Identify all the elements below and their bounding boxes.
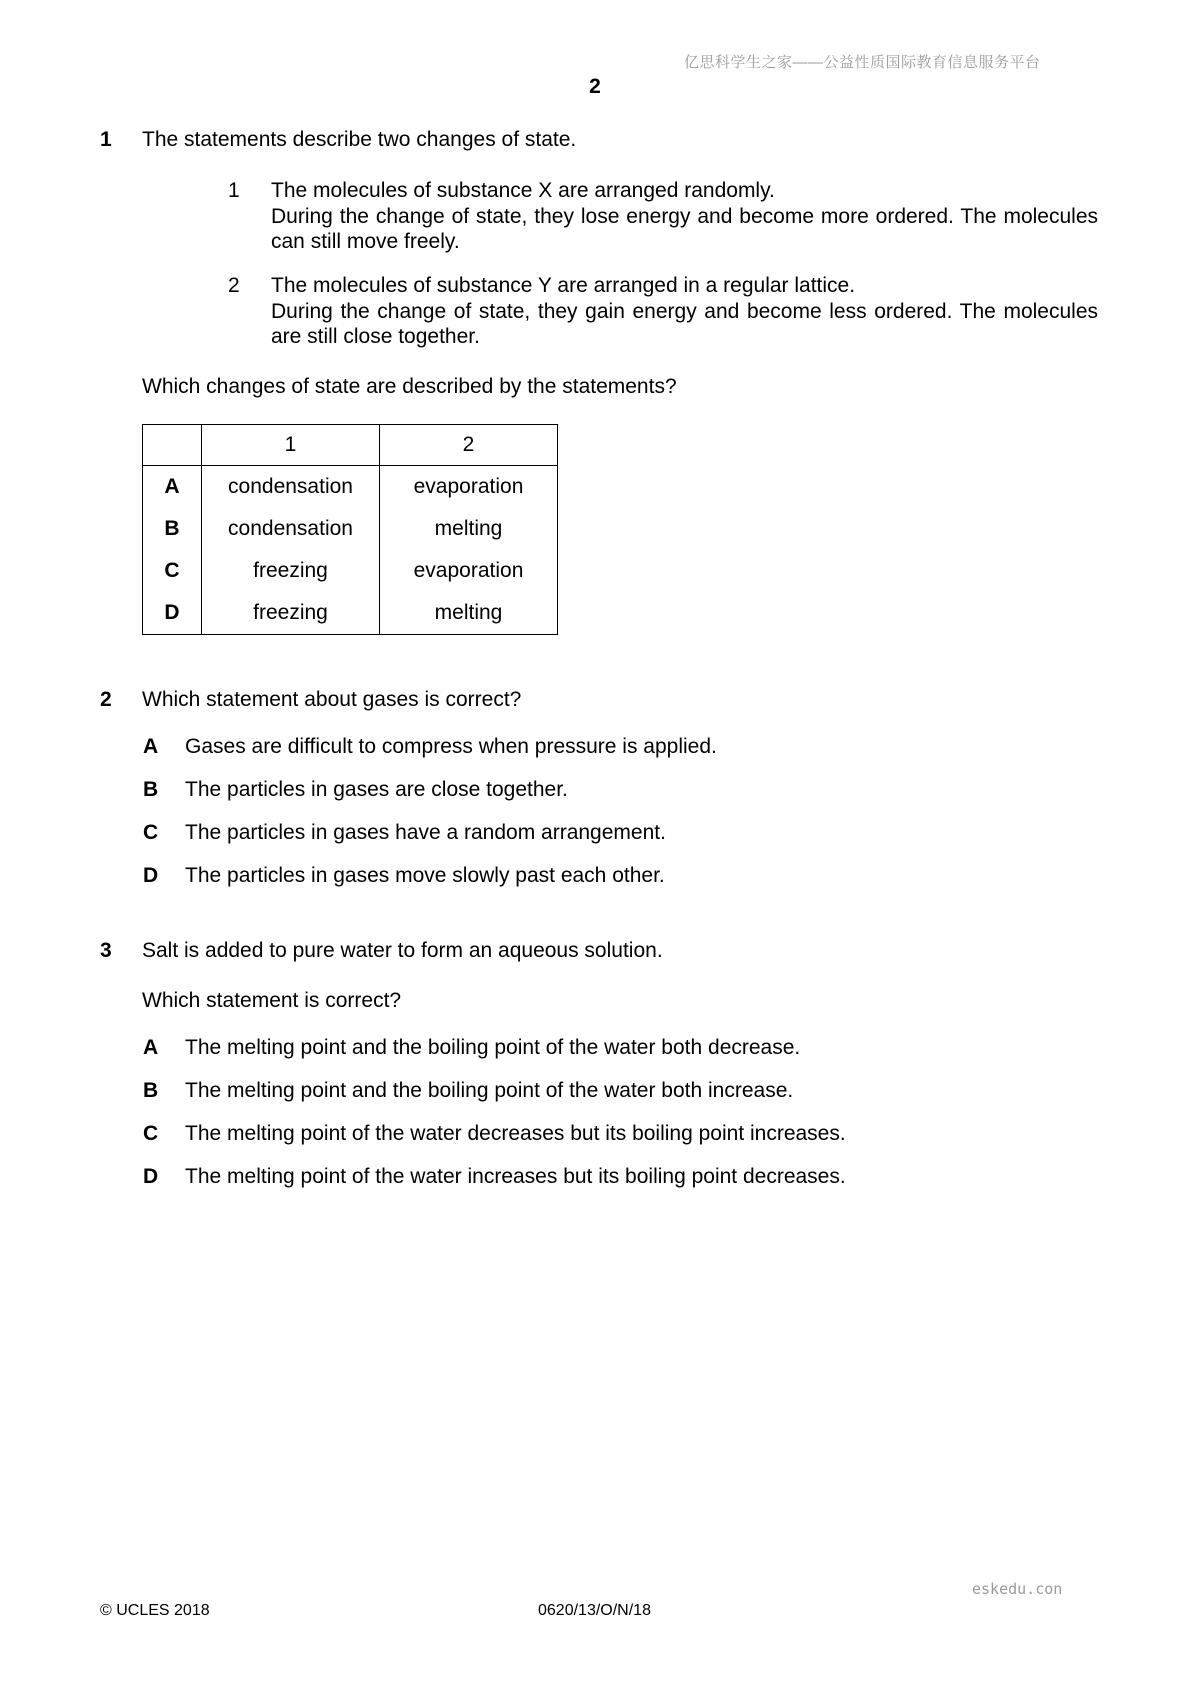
option-letter: D: [143, 864, 159, 887]
option-letter: C: [143, 1122, 159, 1145]
option-text: The particles in gases are close together.: [185, 778, 568, 801]
option-letter: B: [143, 1079, 159, 1102]
option-text: The melting point and the boiling point of the water both increase.: [185, 1079, 794, 1102]
answer-cell-2: evaporation: [380, 550, 558, 592]
answer-cell-2: melting: [380, 592, 558, 635]
answer-letter: C: [143, 550, 202, 592]
question-2-number: 2: [100, 688, 112, 711]
footer-copyright: © UCLES 2018: [100, 1602, 210, 1619]
answer-cell-1: freezing: [202, 550, 380, 592]
page-number: 2: [589, 75, 601, 98]
answer-cell-2: melting: [380, 508, 558, 550]
footer-watermark: eskedu.con: [972, 1580, 1063, 1598]
header-watermark: 亿思科学生之家——公益性质国际教育信息服务平台: [684, 54, 1041, 71]
option-text: The melting point and the boiling point of the water both decrease.: [185, 1036, 801, 1059]
question-3-number: 3: [100, 939, 112, 962]
option-letter: C: [143, 821, 159, 844]
option-letter: D: [143, 1165, 159, 1188]
answer-table-header-blank: [143, 425, 202, 466]
statement-2-line2: During the change of state, they gain energy and become less ordered. The molecules are still close together.: [271, 299, 1098, 349]
statement-2-text: [271, 273, 1098, 350]
option-text: The particles in gases move slowly past each other.: [185, 864, 665, 887]
footer-paper-code: 0620/13/O/N/18: [538, 1602, 651, 1619]
answer-cell-1: condensation: [202, 466, 380, 509]
option-text: The melting point of the water increases but its boiling point decreases.: [185, 1165, 846, 1188]
answer-table-row: [143, 592, 558, 635]
option-text: The particles in gases have a random arrangement.: [185, 821, 666, 844]
statement-1-line1: The molecules of substance X are arranged randomly.: [271, 179, 775, 202]
answer-letter: A: [143, 466, 202, 509]
answer-table: [142, 424, 558, 635]
question-3-intro: Salt is added to pure water to form an aqueous solution.: [142, 939, 663, 962]
answer-cell-2: evaporation: [380, 466, 558, 509]
option-letter: A: [143, 1036, 159, 1059]
statement-1-number: 1: [228, 179, 240, 202]
option-letter: B: [143, 778, 159, 801]
question-1-number: 1: [100, 128, 112, 151]
option-letter: A: [143, 735, 159, 758]
answer-table-row: [143, 508, 558, 550]
answer-table-row: [143, 550, 558, 592]
statement-2-line1: The molecules of substance Y are arranged in a regular lattice.: [271, 274, 856, 297]
answer-letter: D: [143, 592, 202, 635]
answer-cell-1: condensation: [202, 508, 380, 550]
statement-1: [228, 178, 1098, 254]
answer-table-header: [143, 425, 558, 466]
statement-1-text: [271, 178, 1098, 255]
answer-table-row: [143, 466, 558, 509]
question-1-intro: The statements describe two changes of state.: [142, 128, 577, 151]
question-2-prompt: Which statement about gases is correct?: [142, 688, 522, 711]
statement-1-line2: During the change of state, they lose energy and become more ordered. The molecules can still move freely.: [271, 204, 1098, 254]
answer-cell-1: freezing: [202, 592, 380, 635]
answer-table-header-2: 2: [380, 425, 558, 466]
answer-table-header-1: 1: [202, 425, 380, 466]
statement-2-number: 2: [228, 274, 240, 297]
question-1-prompt: Which changes of state are described by the statements?: [142, 375, 677, 398]
option-text: The melting point of the water decreases but its boiling point increases.: [185, 1122, 846, 1145]
statement-2: [228, 273, 1098, 349]
answer-letter: B: [143, 508, 202, 550]
option-text: Gases are difficult to compress when pressure is applied.: [185, 735, 717, 758]
question-3-prompt: Which statement is correct?: [142, 989, 402, 1012]
